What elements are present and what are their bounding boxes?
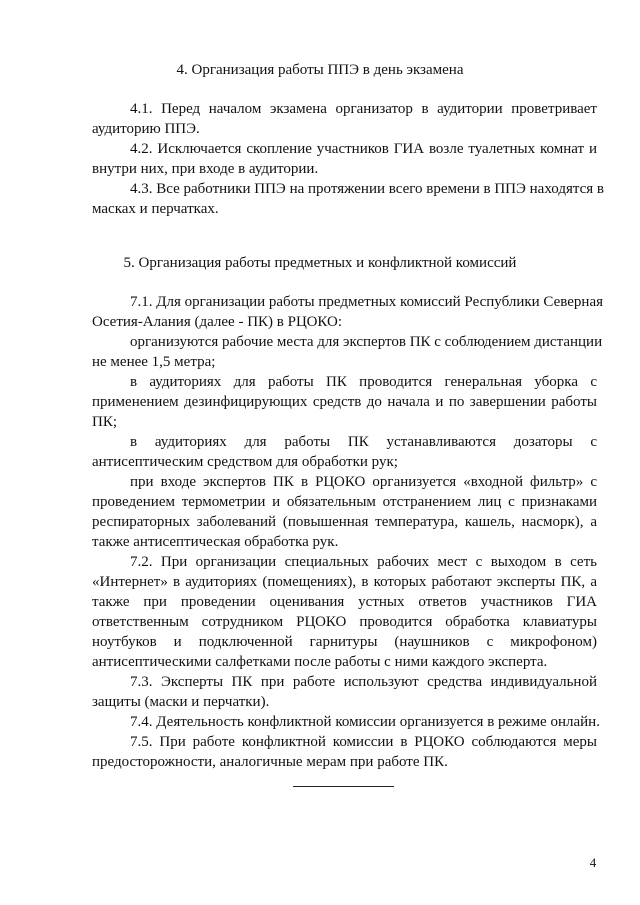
paragraph-line: ноутбуков и подключенной гарнитуры (наушников с микрофоном) <box>92 634 597 650</box>
paragraph-line: организуются рабочие места для экспертов ПК с соблюдением дистанции <box>130 334 603 350</box>
paragraph-line: респираторных заболеваний (повышенная температура, кашель, насморк), а <box>92 514 597 530</box>
section-5-title: 5. Организация работы предметных и конфликтной комиссий <box>123 255 517 271</box>
paragraph-line: также при проведении оценивания устных ответов участников ГИА <box>92 594 597 610</box>
paragraph-line: антисептическими салфетками после работы с ними каждого эксперта. <box>92 654 548 670</box>
end-divider <box>293 786 394 787</box>
paragraph-line: ПК; <box>92 414 118 430</box>
paragraph-line: аудиторию ППЭ. <box>92 121 200 137</box>
paragraph-line: «Интернет» в аудиториях (помещениях), в которых работают эксперты ПК, а <box>92 574 597 590</box>
paragraph-line: 4.1. Перед началом экзамена организатор в аудитории проветривает <box>130 101 597 117</box>
paragraph-line: 7.5. При работе конфликтной комиссии в РЦОКО соблюдаются меры <box>130 734 597 750</box>
paragraph-line: в аудиториях для работы ПК проводится генеральная уборка с <box>130 374 597 390</box>
paragraph-line: 4.3. Все работники ППЭ на протяжении всего времени в ППЭ находятся в <box>130 181 604 197</box>
paragraph-line: при входе экспертов ПК в РЦОКО организуется «входной фильтр» с <box>130 474 597 490</box>
paragraph-line: предосторожности, аналогичные мерам при работе ПК. <box>92 754 448 770</box>
paragraph-line: 7.1. Для организации работы предметных комиссий Республики Северная <box>130 294 604 310</box>
paragraph-line: 4.2. Исключается скопление участников ГИА возле туалетных комнат и <box>130 141 597 157</box>
paragraph-line: 7.3. Эксперты ПК при работе используют средства индивидуальной <box>130 674 597 690</box>
paragraph-line: 7.4. Деятельность конфликтной комиссии организуется в режиме онлайн. <box>130 714 600 730</box>
paragraph-line: Осетия-Алания (далее - ПК) в РЦОКО: <box>92 314 343 330</box>
paragraph-line: 7.2. При организации специальных рабочих мест с выходом в сеть <box>130 554 597 570</box>
paragraph-line: не менее 1,5 метра; <box>92 354 216 370</box>
paragraph-line: защиты (маски и перчатки). <box>92 694 270 710</box>
paragraph-line: внутри них, при входе в аудитории. <box>92 161 319 177</box>
paragraph-line: также антисептическая обработка рук. <box>92 534 339 550</box>
paragraph-line: антисептическим средством для обработки рук; <box>92 454 398 470</box>
paragraph-line: проведением термометрии и обязательным отстранением лиц с признаками <box>92 494 597 510</box>
paragraph-line: в аудиториях для работы ПК устанавливаются дозаторы с <box>130 434 597 450</box>
paragraph-line: масках и перчатках. <box>92 201 219 217</box>
paragraph-line: ответственным сотрудником РЦОКО проводится обработка клавиатуры <box>92 614 597 630</box>
page-number: 4 <box>589 855 597 870</box>
section-4-title: 4. Организация работы ППЭ в день экзамена <box>176 62 464 78</box>
paragraph-line: применением дезинфицирующих средств до начала и по завершении работы <box>92 394 597 410</box>
